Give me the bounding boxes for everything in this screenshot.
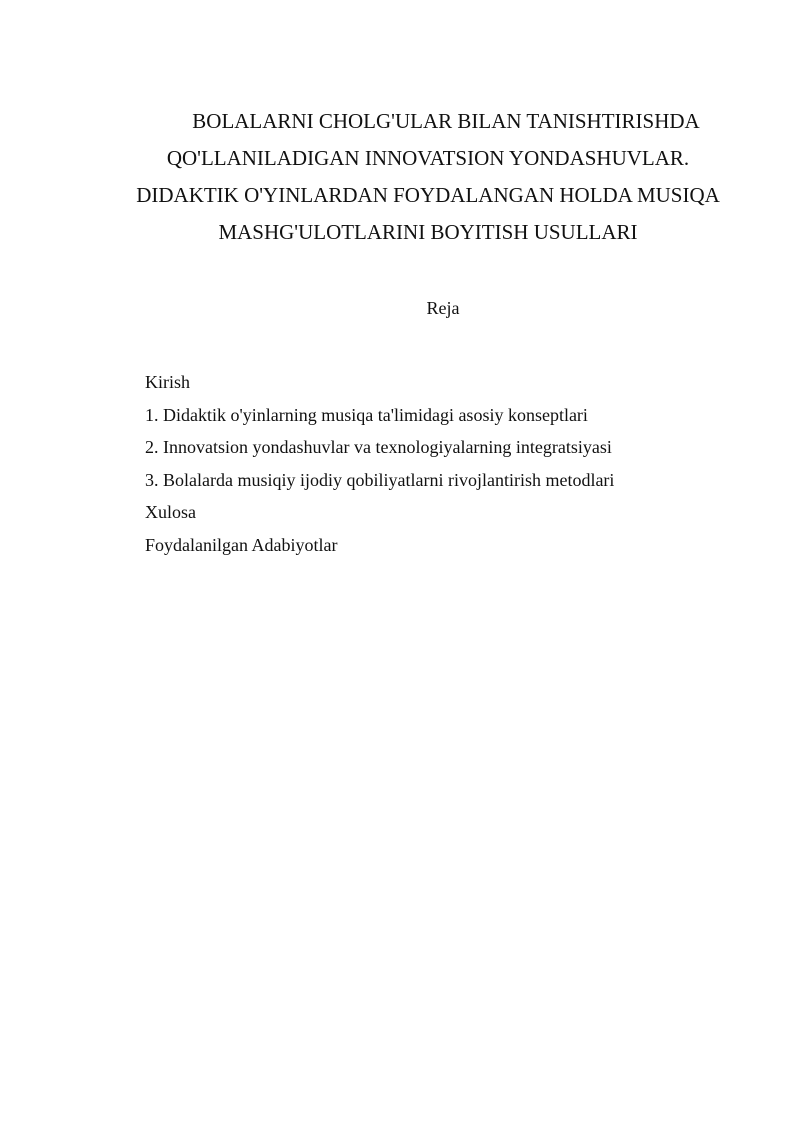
toc-item-1: 1. Didaktik o'yinlarning musiqa ta'limidagi asosiy konseptlari [145,404,588,425]
title-line: BOLALARNI CHOLG'ULAR BILAN TANISHTIRISHDA [192,109,700,133]
title-line: DIDAKTIK O'YINLARDAN FOYDALANGAN HOLDA MUSIQA [136,183,720,207]
table-of-contents [145,366,614,562]
title-line: QO'LLANILADIGAN INNOVATSION YONDASHUVLAR. [166,146,690,170]
toc-item-2: 2. Innovatsion yondashuvlar va texnologiyalarning integratsiyasi [145,437,612,458]
toc-item-references: Foydalanilgan Adabiyotlar [145,534,338,555]
toc-item-introduction: Kirish [145,372,190,392]
title-line: MASHG'ULOTLARINI BOYITISH USULLARI [218,220,638,244]
toc-item-3: 3. Bolalarda musiqiy ijodiy qobiliyatlarni rivojlantirish metodlari [145,469,615,490]
plan-heading: Reja [426,298,460,318]
toc-item-conclusion: Xulosa [145,502,196,523]
document-title [110,103,746,251]
